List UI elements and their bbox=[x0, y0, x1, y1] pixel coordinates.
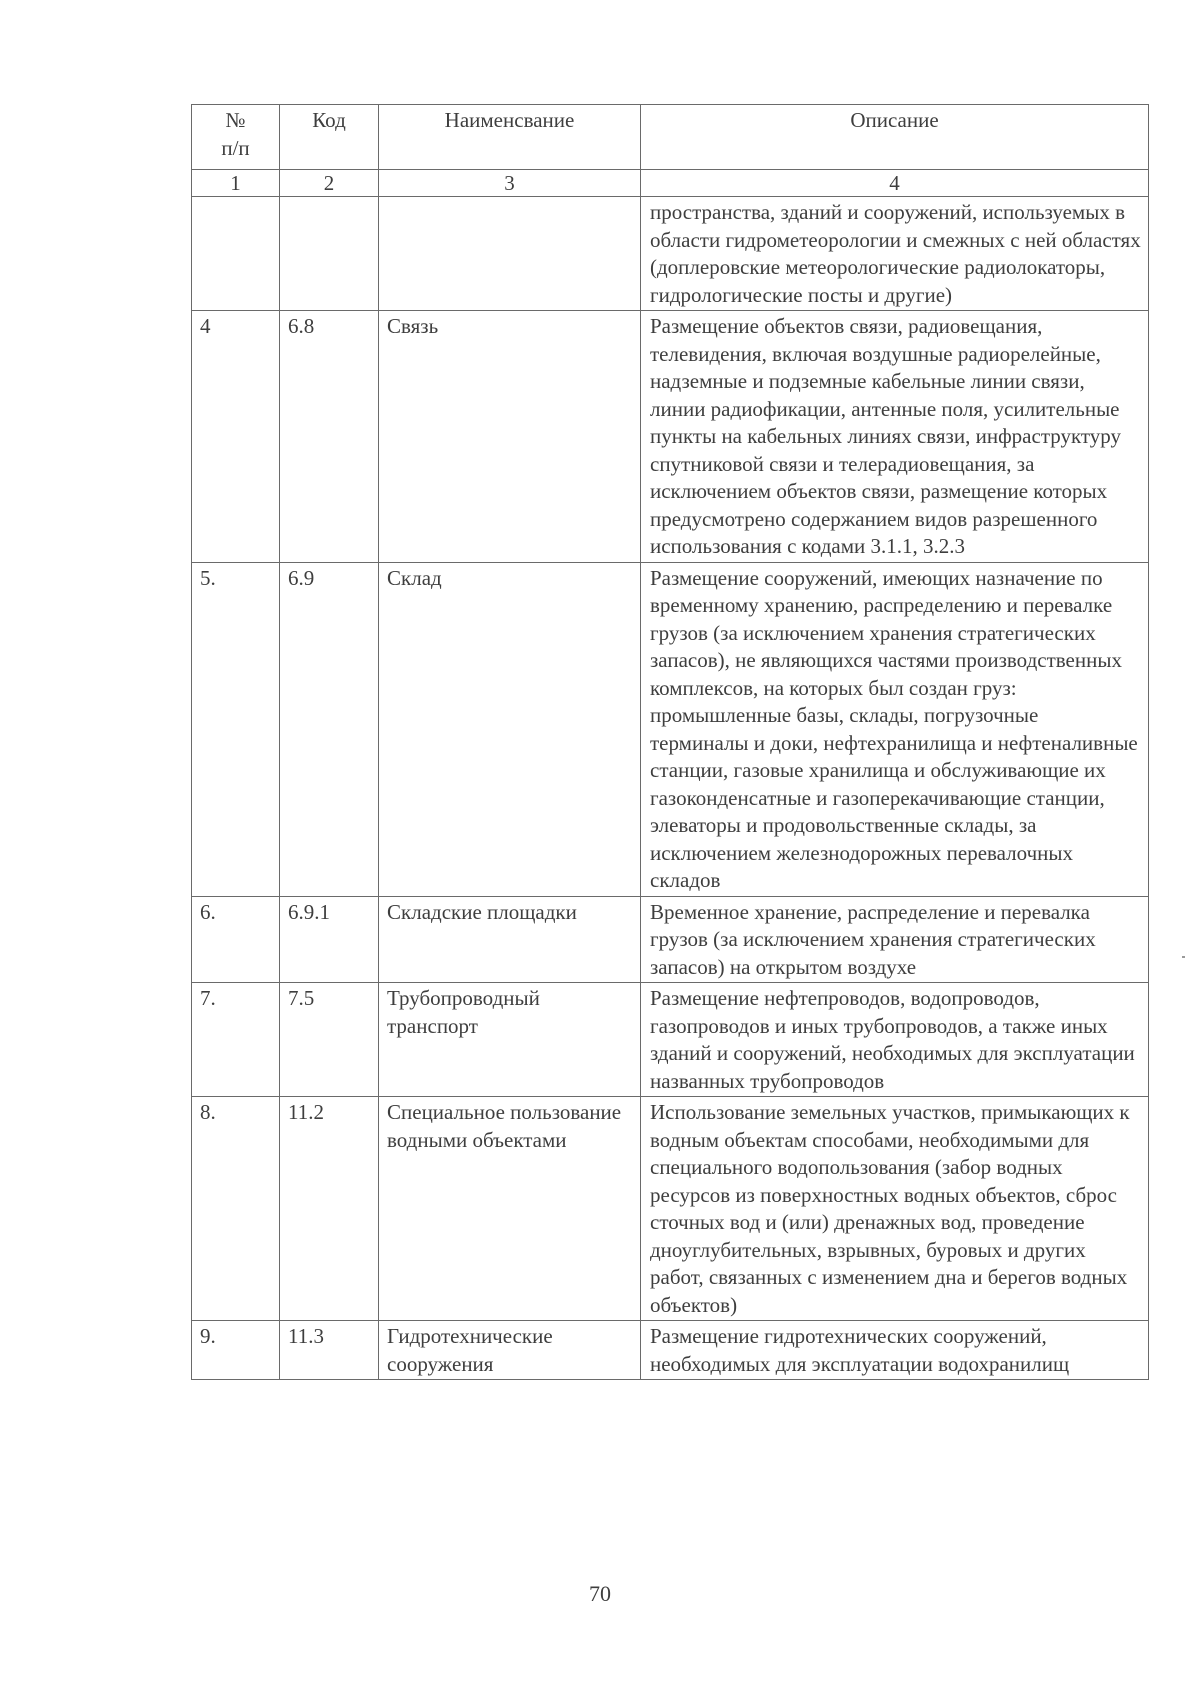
row-description: Использование земельных участков, примыкающих к водным объектам способами, необходимыми для специального водопользования (забор водных ресурсов из поверхностных водных объектов, сброс сточных вод и (или) дренажных вод, проведение дноуглубительных, взрывных, буровых и других работ, связанных с изменением дна и берегов водных объектов) bbox=[641, 1097, 1149, 1321]
row-code: 6.9.1 bbox=[280, 896, 379, 983]
column-number: 4 bbox=[641, 170, 1149, 197]
row-name: Связь bbox=[379, 311, 641, 563]
row-description: Размещение нефтепроводов, водопроводов, газопроводов и иных трубопроводов, а также иных зданий и сооружений, необходимых для эксплуатации названных трубопроводов bbox=[641, 983, 1149, 1097]
row-name: Специальное пользование водными объектами bbox=[379, 1097, 641, 1321]
row-name: Трубопроводный транспорт bbox=[379, 983, 641, 1097]
row-number: 8. bbox=[192, 1097, 280, 1321]
column-numbers-row bbox=[192, 170, 1149, 197]
header-description: Описание bbox=[641, 105, 1149, 170]
row-number bbox=[192, 197, 280, 311]
row-code: 6.8 bbox=[280, 311, 379, 563]
row-code: 11.3 bbox=[280, 1321, 379, 1380]
column-number: 1 bbox=[192, 170, 280, 197]
row-description: Размещение сооружений, имеющих назначение по временному хранению, распределению и перевалке грузов (за исключением хранения стратегических запасов), не являющихся частями производственных комплексов, на которых был создан груз: промышленные базы, склады, погрузочные терминалы и доки, нефтехранилища и нефтеналивные станции, газовые хранилища и обслуживающие их газоконденсатные и газоперекачивающие станции, элеваторы и продовольственные склады, за исключением железнодорожных перевалочных складов bbox=[641, 562, 1149, 896]
row-name: Склад bbox=[379, 562, 641, 896]
row-description: Временное хранение, распределение и перевалка грузов (за исключением хранения стратегических запасов) на открытом воздухе bbox=[641, 896, 1149, 983]
row-code: 6.9 bbox=[280, 562, 379, 896]
header-code: Код bbox=[280, 105, 379, 170]
row-code: 7.5 bbox=[280, 983, 379, 1097]
land-use-table bbox=[191, 104, 1149, 1380]
header-number: № п/п bbox=[192, 105, 280, 170]
row-name: Складские площадки bbox=[379, 896, 641, 983]
row-code bbox=[280, 197, 379, 311]
table-row bbox=[192, 562, 1149, 896]
column-number: 3 bbox=[379, 170, 641, 197]
row-description: Размещение объектов связи, радиовещания, телевидения, включая воздушные радиорелейные, надземные и подземные кабельные линии связи, линии радиофикации, антенные поля, усилительные пункты на кабельных линиях связи, инфраструктуру спутниковой связи и телерадиовещания, за исключением объектов связи, размещение которых предусмотрено содержанием видов разрешенного использования с кодами 3.1.1, 3.2.3 bbox=[641, 311, 1149, 563]
table-row bbox=[192, 1097, 1149, 1321]
row-number: 6. bbox=[192, 896, 280, 983]
table-row-continuation bbox=[192, 197, 1149, 311]
row-number: 5. bbox=[192, 562, 280, 896]
row-name bbox=[379, 197, 641, 311]
row-number: 4 bbox=[192, 311, 280, 563]
row-number: 7. bbox=[192, 983, 280, 1097]
row-description: пространства, зданий и сооружений, используемых в области гидрометеорологии и смежных с ней областях (доплеровские метеорологические радиолокаторы, гидрологические посты и другие) bbox=[641, 197, 1149, 311]
row-name: Гидротехнические сооружения bbox=[379, 1321, 641, 1380]
header-name: Наименсвание bbox=[379, 105, 641, 170]
table-row bbox=[192, 896, 1149, 983]
row-code: 11.2 bbox=[280, 1097, 379, 1321]
column-number: 2 bbox=[280, 170, 379, 197]
page-number: 70 bbox=[589, 1581, 611, 1606]
table-row bbox=[192, 1321, 1149, 1380]
table-header-row bbox=[192, 105, 1149, 170]
table-row bbox=[192, 983, 1149, 1097]
scan-speck bbox=[1182, 956, 1185, 958]
row-number: 9. bbox=[192, 1321, 280, 1380]
table-row bbox=[192, 311, 1149, 563]
row-description: Размещение гидротехнических сооружений, необходимых для эксплуатации водохранилищ bbox=[641, 1321, 1149, 1380]
